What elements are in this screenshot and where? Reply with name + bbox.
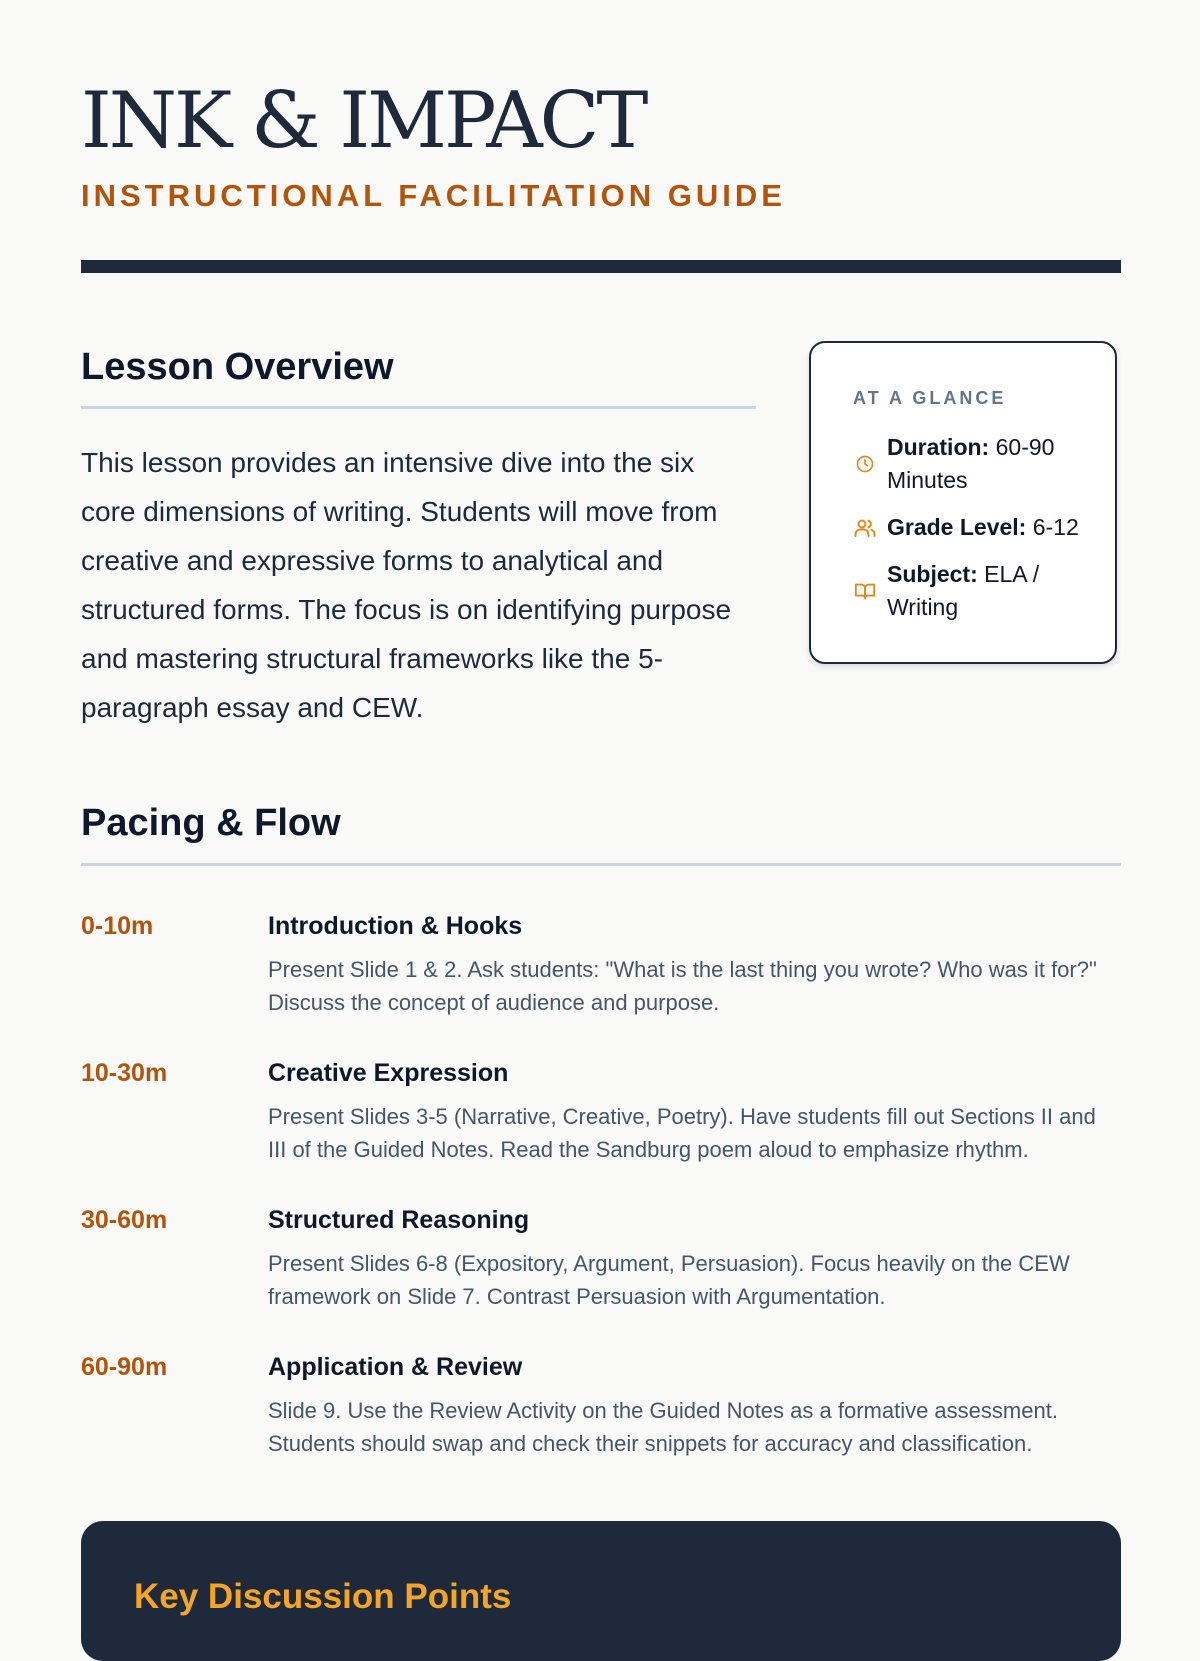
pacing-description: Slide 9. Use the Review Activity on the Guided Notes as a formative assessment. Students should swap and check their snippets for accuracy and classification. xyxy=(268,1398,1058,1456)
clock-icon xyxy=(853,452,877,476)
glance-item-subject xyxy=(853,558,1093,624)
pacing-time: 60-90m xyxy=(81,1353,168,1381)
pacing-flow-divider xyxy=(81,863,1121,866)
glance-grade-key: Grade Level: xyxy=(887,514,1027,540)
pacing-title: Application & Review xyxy=(268,1353,523,1381)
glance-grade-text xyxy=(887,511,1079,544)
pacing-description: Present Slides 6-8 (Expository, Argument, Persuasion). Focus heavily on the CEW framework on Slide 7. Contrast Persuasion with Argumentation. xyxy=(268,1251,1070,1309)
pacing-title: Creative Expression xyxy=(268,1059,509,1087)
pacing-time: 30-60m xyxy=(81,1206,168,1234)
glance-item-grade-level xyxy=(853,511,1093,544)
guide-title: INK & IMPACT xyxy=(81,76,646,166)
at-a-glance-label: AT A GLANCE xyxy=(853,388,1007,408)
glance-subject-key: Subject: xyxy=(887,561,978,587)
glance-duration-value: 60-90 Minutes xyxy=(887,434,1055,493)
at-a-glance-card xyxy=(809,341,1117,664)
key-discussion-heading: Key Discussion Points xyxy=(134,1577,512,1616)
lesson-overview-divider xyxy=(81,406,756,409)
pacing-time: 0-10m xyxy=(81,912,154,940)
glance-subject-text xyxy=(887,558,1093,624)
users-icon xyxy=(853,516,877,540)
pacing-title: Structured Reasoning xyxy=(268,1206,530,1234)
key-discussion-panel xyxy=(81,1521,1121,1661)
book-icon xyxy=(853,579,877,603)
glance-grade-value: 6-12 xyxy=(1032,514,1079,540)
pacing-description: Present Slides 3-5 (Narrative, Creative, Poetry). Have students fill out Sections II and III of the Guided Notes. Read the Sandburg poem aloud to emphasize rhythm. xyxy=(268,1104,1096,1162)
guide-subtitle: INSTRUCTIONAL FACILITATION GUIDE xyxy=(81,178,786,213)
pacing-title: Introduction & Hooks xyxy=(268,912,523,940)
glance-item-duration xyxy=(853,431,1093,497)
glance-subject-value: ELA / Writing xyxy=(887,561,1040,620)
header-divider xyxy=(81,260,1121,273)
glance-duration-text xyxy=(887,431,1093,497)
pacing-description: Present Slide 1 & 2. Ask students: "What is the last thing you wrote? Who was it for?" Discuss the concept of audience and purpose. xyxy=(268,957,1097,1015)
pacing-flow-heading: Pacing & Flow xyxy=(81,802,341,844)
glance-duration-key: Duration: xyxy=(887,434,990,460)
lesson-overview-text: This lesson provides an intensive dive into the six core dimensions of writing. Students will move from creative and expressive forms to analytical and structured forms. The focus is on identifying purpose and mastering structural frameworks like the 5-paragraph essay and CEW. xyxy=(81,447,732,723)
lesson-overview-heading: Lesson Overview xyxy=(81,346,394,388)
pacing-time: 10-30m xyxy=(81,1059,168,1087)
